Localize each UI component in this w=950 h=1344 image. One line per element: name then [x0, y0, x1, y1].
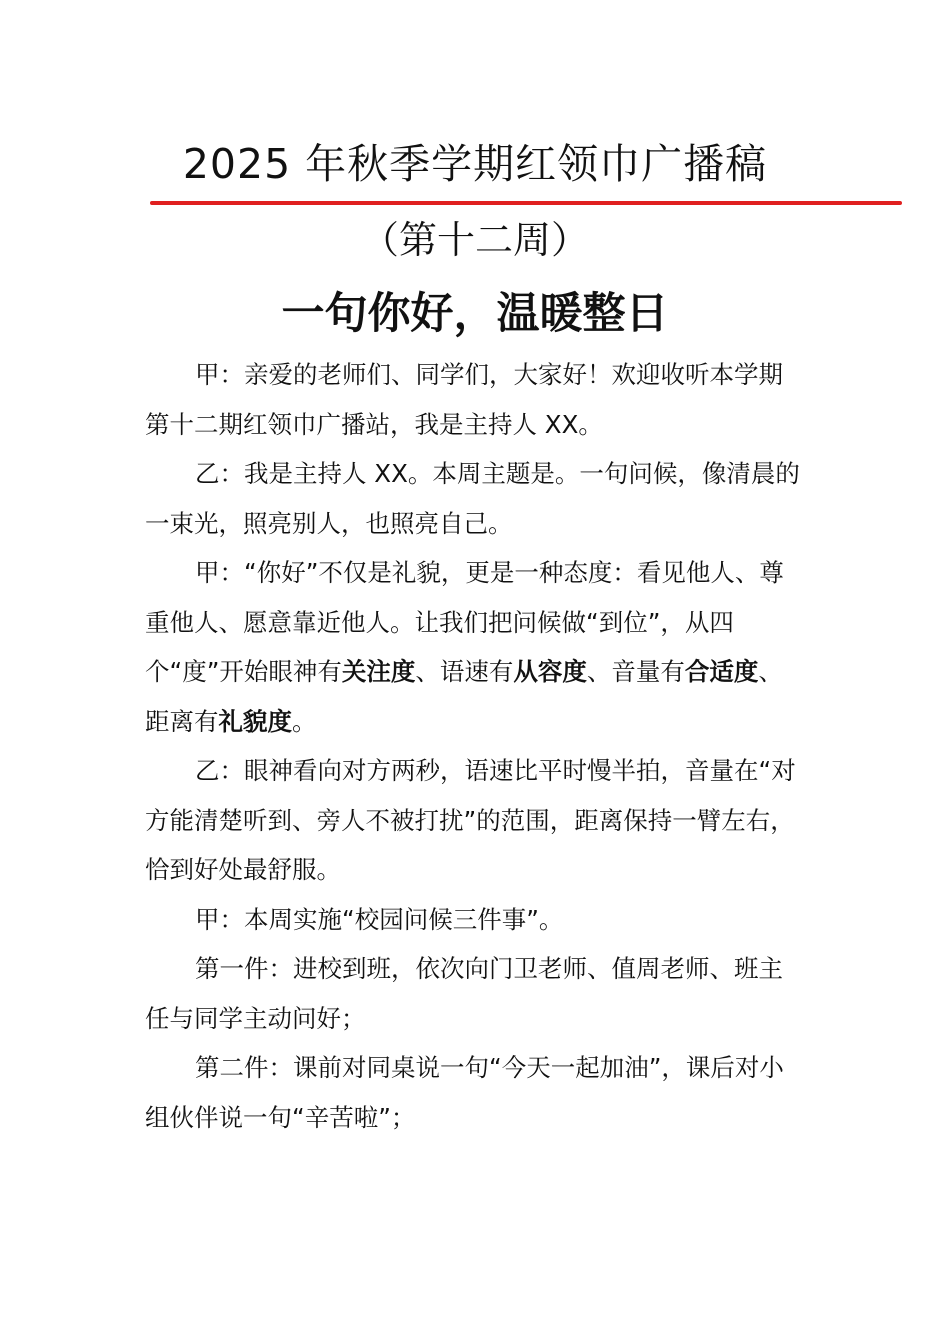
paragraph-text: 乙：我是主持人 XX。本周主题是。一句问候，像清晨的一束光，照亮别人，也照亮自己。	[145, 459, 800, 538]
paragraph-text: 甲：“你好”不仅是礼貌，更是一种态度：看见他人、尊重他人、愿意靠近他人。让我们把问候做“到位”，从四个“度”开始眼神有	[145, 558, 784, 686]
week-subtitle: （第十二周）	[360, 218, 589, 262]
paragraph-text: 第二件：课前对同桌说一句“今天一起加油”，课后对小组伙伴说一句“辛苦啦”；	[145, 1053, 784, 1132]
paragraph	[145, 449, 805, 548]
document-title: 2025 年秋季学期红领巾广播稿	[182, 140, 768, 188]
emphasis-text: 从容度	[513, 657, 587, 686]
paragraph	[145, 1043, 805, 1142]
paragraph-text: 第一件：进校到班，依次向门卫老师、值周老师、班主任与同学主动问好；	[145, 954, 783, 1033]
paragraph-text: 乙：眼神看向对方两秒，语速比平时慢半拍，音量在“对方能清楚听到、旁人不被打扰”的范围，距离保持一臂左右，恰到好处最舒服。	[145, 756, 796, 884]
paragraph	[145, 746, 805, 895]
document-body	[145, 350, 805, 1142]
emphasis-text: 礼貌度	[218, 706, 292, 736]
paragraph-text: 、距离有	[145, 657, 783, 736]
paragraph	[145, 548, 805, 746]
emphasis-text: 关注度	[341, 657, 416, 686]
emphasis-text: 合适度	[684, 657, 759, 686]
paragraph-text: 、语速有	[415, 657, 514, 686]
paragraph-text: 甲：亲爱的老师们、同学们，大家好！欢迎收听本学期第十二期红领巾广播站，我是主持人 XX。	[145, 360, 783, 439]
paragraph-text: 、音量有	[586, 657, 685, 686]
title-divider-rule	[150, 201, 902, 205]
paragraph	[145, 944, 805, 1043]
broadcast-headline: 一句你好，温暖整日	[281, 289, 669, 339]
paragraph-text: 。	[292, 706, 317, 736]
paragraph	[145, 350, 805, 449]
paragraph-text: 甲：本周实施“校园问候三件事”。	[195, 904, 564, 934]
paragraph	[145, 895, 805, 945]
